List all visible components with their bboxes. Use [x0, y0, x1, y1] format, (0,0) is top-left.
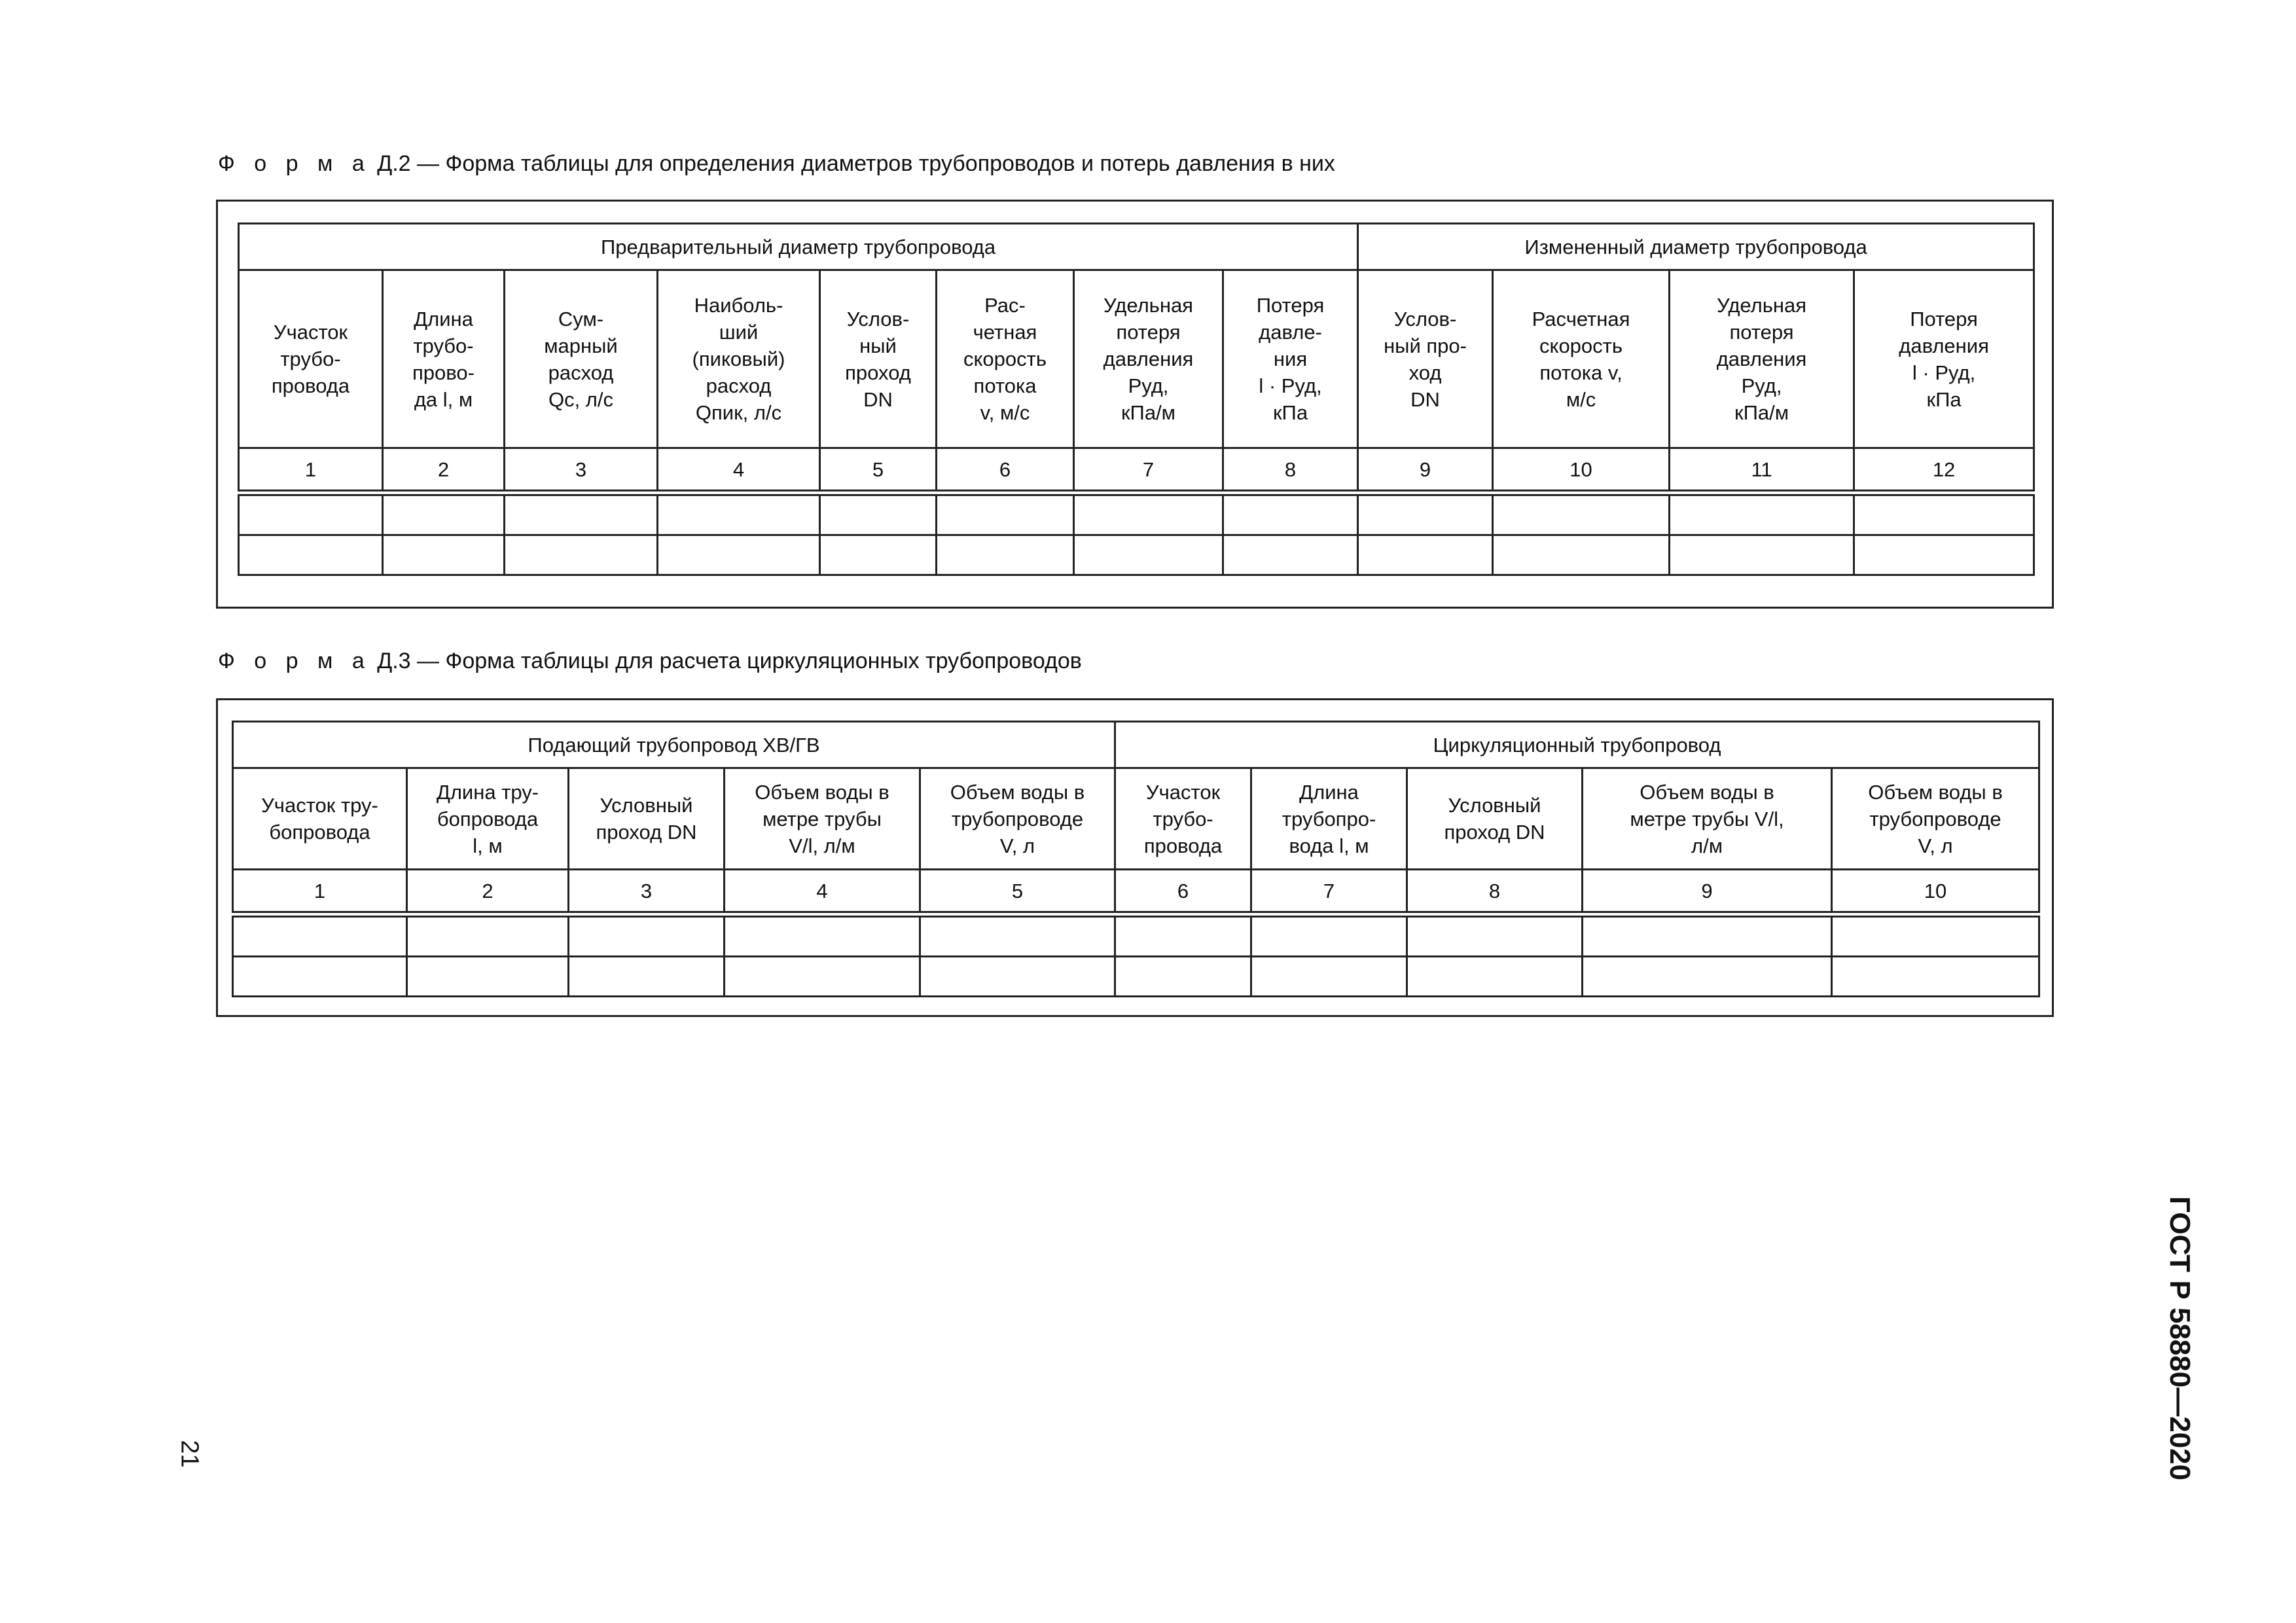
column-number: 3	[505, 448, 658, 493]
form-d2-group-preliminary: Предварительный диаметр трубопровода	[239, 224, 1358, 270]
form-d3-caption-prefix: Ф о р м а	[218, 649, 371, 673]
empty-cell[interactable]	[1407, 914, 1583, 957]
form-d2-table	[238, 223, 2035, 576]
column-number: 5	[920, 870, 1115, 915]
form-d2-blank-row	[239, 493, 2034, 535]
column-number: 1	[239, 448, 383, 493]
column-header: Участок трубо- провода	[239, 270, 383, 448]
form-d3-group-supply: Подающий трубопровод ХВ/ГВ	[233, 722, 1115, 768]
empty-cell[interactable]	[1223, 535, 1358, 575]
empty-cell[interactable]	[233, 914, 407, 957]
empty-cell[interactable]	[239, 535, 383, 575]
empty-cell[interactable]	[820, 493, 937, 535]
form-d2-group-changed: Измененный диаметр трубопровода	[1358, 224, 2034, 270]
column-header: Участок тру- бопровода	[233, 768, 407, 870]
standard-identifier: ГОСТ Р 58880—2020	[2164, 1196, 2196, 1481]
empty-cell[interactable]	[1493, 535, 1670, 575]
form-d3-caption-text: Д.3 — Форма таблицы для расчета циркуляционных трубопроводов	[377, 649, 1082, 673]
empty-cell[interactable]	[1115, 957, 1251, 997]
form-d2-caption-prefix: Ф о р м а	[218, 151, 371, 176]
form-d3-caption	[218, 648, 1082, 674]
form-d3-group-circulation: Циркуляционный трубопровод	[1115, 722, 2039, 768]
column-header: Услов- ный проход DN	[820, 270, 937, 448]
empty-cell[interactable]	[233, 957, 407, 997]
form-d3-blank-row	[233, 914, 2039, 957]
empty-cell[interactable]	[569, 914, 725, 957]
empty-cell[interactable]	[1251, 957, 1407, 997]
form-d2-blank-row	[239, 535, 2034, 575]
empty-cell[interactable]	[505, 535, 658, 575]
column-number: 6	[1115, 870, 1251, 915]
form-d2-caption	[218, 151, 1335, 177]
empty-cell[interactable]	[407, 957, 569, 997]
column-number: 8	[1223, 448, 1358, 493]
column-number: 11	[1670, 448, 1854, 493]
column-header: Услов- ный про- ход DN	[1358, 270, 1493, 448]
empty-cell[interactable]	[1223, 493, 1358, 535]
column-header: Объем воды в трубопроводе V, л	[920, 768, 1115, 870]
empty-cell[interactable]	[1074, 535, 1223, 575]
empty-cell[interactable]	[920, 957, 1115, 997]
column-header: Расчетная скорость потока v, м/с	[1493, 270, 1670, 448]
column-header: Удельная потеря давления Pуд, кПа/м	[1670, 270, 1854, 448]
empty-cell[interactable]	[1670, 535, 1854, 575]
form-d3-number-row	[233, 870, 2039, 915]
column-number: 6	[937, 448, 1074, 493]
column-number: 10	[1832, 870, 2039, 915]
column-header: Потеря давления l · Pуд, кПа	[1854, 270, 2034, 448]
column-header: Наиболь- ший (пиковый) расход Qпик, л/с	[658, 270, 820, 448]
empty-cell[interactable]	[569, 957, 725, 997]
column-number: 2	[407, 870, 569, 915]
column-number: 12	[1854, 448, 2034, 493]
column-header: Потеря давле- ния l · Pуд, кПа	[1223, 270, 1358, 448]
empty-cell[interactable]	[725, 957, 920, 997]
empty-cell[interactable]	[658, 493, 820, 535]
form-d2-caption-text: Д.2 — Форма таблицы для определения диаметров трубопроводов и потерь давления в них	[377, 151, 1335, 176]
empty-cell[interactable]	[1583, 914, 1832, 957]
empty-cell[interactable]	[1407, 957, 1583, 997]
empty-cell[interactable]	[1115, 914, 1251, 957]
empty-cell[interactable]	[1493, 493, 1670, 535]
column-header: Длина трубопро- вода l, м	[1251, 768, 1407, 870]
empty-cell[interactable]	[1670, 493, 1854, 535]
empty-cell[interactable]	[658, 535, 820, 575]
column-number: 5	[820, 448, 937, 493]
form-d3-blank-row	[233, 957, 2039, 997]
column-number: 7	[1074, 448, 1223, 493]
column-number: 7	[1251, 870, 1407, 915]
empty-cell[interactable]	[505, 493, 658, 535]
column-number: 9	[1358, 448, 1493, 493]
form-d2-number-row	[239, 448, 2034, 493]
empty-cell[interactable]	[937, 493, 1074, 535]
column-header: Объем воды в метре трубы V/l, л/м	[1583, 768, 1832, 870]
page-number: 21	[175, 1440, 204, 1468]
column-header: Удельная потеря давления Pуд, кПа/м	[1074, 270, 1223, 448]
column-number: 3	[569, 870, 725, 915]
column-header: Объем воды в метре трубы V/l, л/м	[725, 768, 920, 870]
empty-cell[interactable]	[937, 535, 1074, 575]
column-header: Сум- марный расход Qс, л/с	[505, 270, 658, 448]
column-header: Условный проход DN	[1407, 768, 1583, 870]
form-d2-header-row	[239, 270, 2034, 448]
column-header: Условный проход DN	[569, 768, 725, 870]
empty-cell[interactable]	[1358, 493, 1493, 535]
empty-cell[interactable]	[239, 493, 383, 535]
column-number: 8	[1407, 870, 1583, 915]
column-number: 2	[383, 448, 505, 493]
empty-cell[interactable]	[1358, 535, 1493, 575]
empty-cell[interactable]	[820, 535, 937, 575]
column-number: 9	[1583, 870, 1832, 915]
empty-cell[interactable]	[1832, 957, 2039, 997]
empty-cell[interactable]	[407, 914, 569, 957]
empty-cell[interactable]	[1251, 914, 1407, 957]
empty-cell[interactable]	[383, 535, 505, 575]
column-number: 10	[1493, 448, 1670, 493]
empty-cell[interactable]	[1854, 535, 2034, 575]
column-header: Длина тру- бопровода l, м	[407, 768, 569, 870]
empty-cell[interactable]	[1583, 957, 1832, 997]
empty-cell[interactable]	[1854, 493, 2034, 535]
empty-cell[interactable]	[725, 914, 920, 957]
form-d3-header-row	[233, 768, 2039, 870]
column-header: Участок трубо- провода	[1115, 768, 1251, 870]
column-header: Объем воды в трубопроводе V, л	[1832, 768, 2039, 870]
column-number: 4	[658, 448, 820, 493]
form-d3-table	[232, 721, 2040, 997]
column-header: Рас- четная скорость потока v, м/с	[937, 270, 1074, 448]
empty-cell[interactable]	[1832, 914, 2039, 957]
empty-cell[interactable]	[1074, 493, 1223, 535]
empty-cell[interactable]	[383, 493, 505, 535]
column-header: Длина трубо- прово- да l, м	[383, 270, 505, 448]
empty-cell[interactable]	[920, 914, 1115, 957]
column-number: 4	[725, 870, 920, 915]
column-number: 1	[233, 870, 407, 915]
